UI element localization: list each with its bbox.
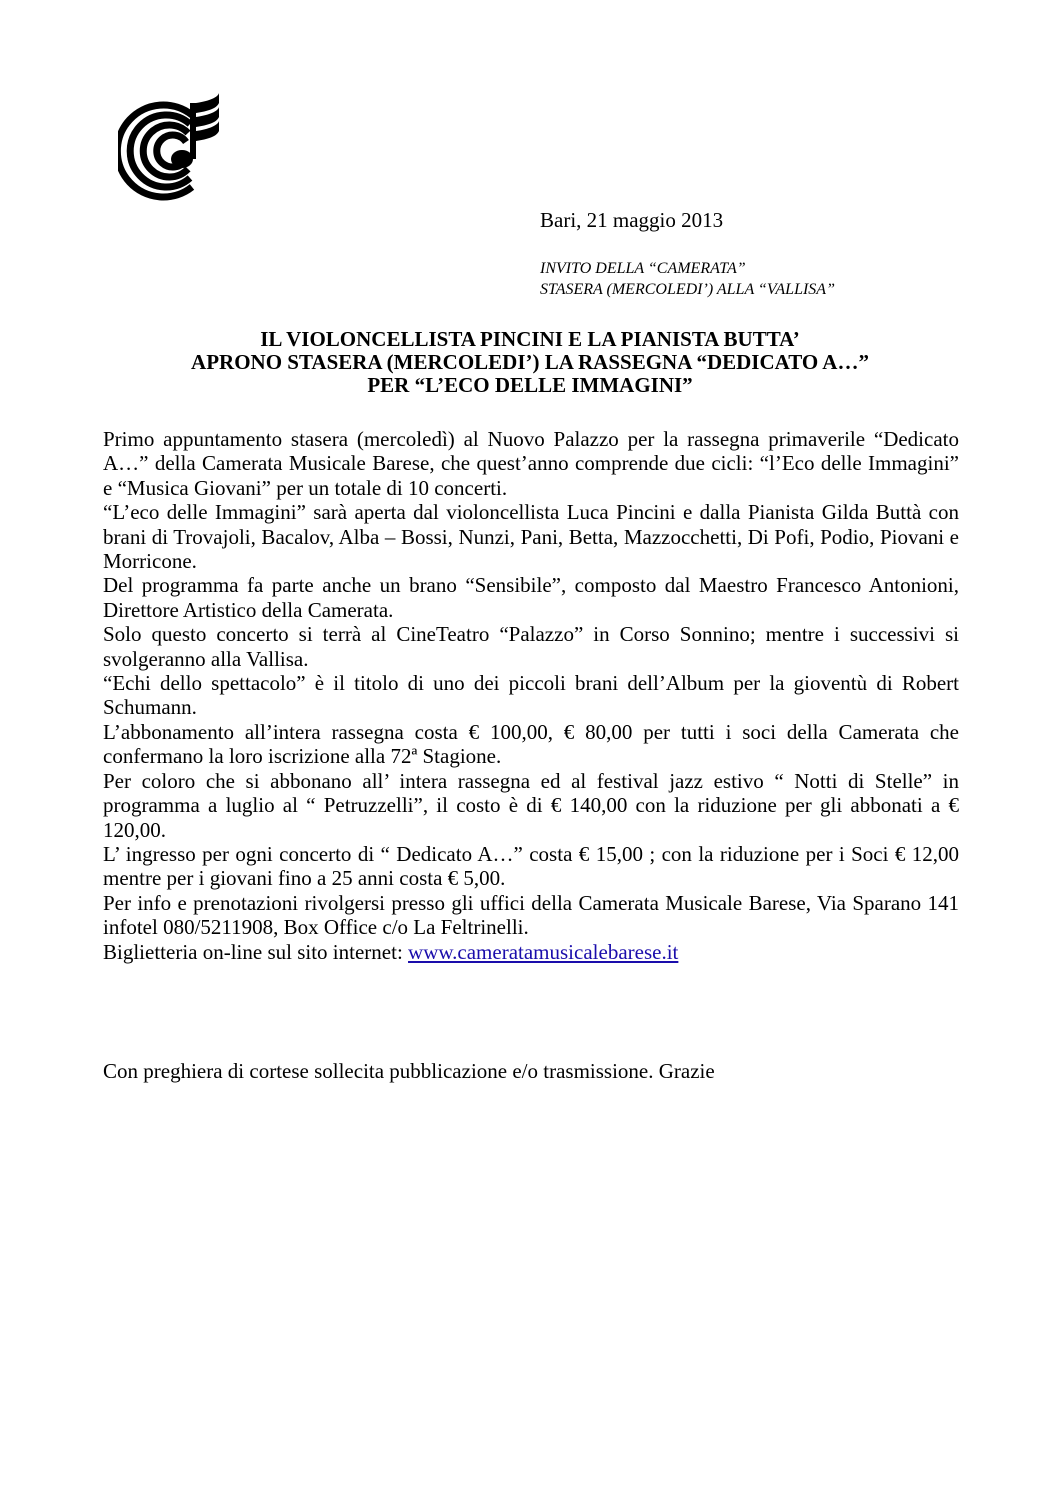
closing-note: Con preghiera di cortese sollecita pubblicazione e/o trasmissione. Grazie [103, 1059, 715, 1083]
body-paragraph: Primo appuntamento stasera (mercoledì) al Nuovo Palazzo per la rassegna primaverile “Dedicato A…” della Camerata Musicale Barese, che quest’anno comprende due cicli: “l’Eco delle Immagini” e “Musica Giovani” per un totale di 10 concerti. [103, 427, 959, 500]
ticketing-label: Biglietteria on-line sul sito internet: [103, 939, 409, 964]
body-paragraph: “Echi dello spettacolo” è il titolo di uno dei piccoli brani dell’Album per la gioventù di Robert Schumann. [103, 671, 959, 720]
body-paragraph: L’abbonamento all’intera rassegna costa € 100,00, € 80,00 per tutti i soci della Camerata che confermano la loro iscrizione alla 72ª Stagione. [103, 719, 959, 769]
body-paragraph: L’ ingresso per ogni concerto di “ Dedicato A…” costa € 15,00 ; con la riduzione per i Soci € 12,00 mentre per i giovani fino a 25 anni costa € 5,00. [103, 841, 959, 891]
invite-line: STASERA (MERCOLEDI’) ALLA “VALLISA” [540, 281, 835, 298]
invite-line: INVITO DELLA “CAMERATA” [540, 260, 746, 277]
title-line: APRONO STASERA (MERCOLEDI’) LA RASSEGNA “DEDICATO A…” [191, 350, 869, 374]
title-line: PER “L’ECO DELLE IMMAGINI” [367, 373, 693, 397]
body-paragraph: Per coloro che si abbonano all’ intera rassegna ed al festival jazz estivo “ Notti di Stelle” in programma a luglio al “ Petruzzelli”, il costo è di € 140,00 con la riduzione per gli abbonati a € 120,00. [103, 768, 959, 842]
ticketing-line [103, 940, 959, 964]
press-release-body [103, 427, 959, 964]
body-paragraph: Per info e prenotazioni rivolgersi presso gli uffici della Camerata Musicale Barese, Via Sparano 141 infotel 080/5211908, Box Office c/o La Feltrinelli. [103, 890, 959, 940]
press-release-title [100, 328, 960, 397]
body-paragraph: Del programma fa parte anche un brano “Sensibile”, composto dal Maestro Francesco Antonioni, Direttore Artistico della Camerata. [103, 573, 959, 622]
website-link[interactable]: www.cameratamusicalebarese.it [408, 939, 679, 964]
body-paragraph: “L’eco delle Immagini” sarà aperta dal violoncellista Luca Pincini e dalla Pianista Gilda Buttà con brani di Trovajoli, Bacalov, Alba – Bossi, Nunzi, Pani, Betta, Mazzocchetti, Di Pofi, Podio, Piovani e Morricone. [103, 500, 959, 574]
camerata-musicale-note-logo-icon [118, 93, 222, 205]
body-paragraph: Solo questo concerto si terrà al CineTeatro “Palazzo” in Corso Sonnino; mentre i successivi si svolgeranno alla Vallisa. [103, 622, 959, 671]
title-line: IL VIOLONCELLISTA PINCINI E LA PIANISTA BUTTA’ [260, 327, 800, 351]
invite-subtitle [540, 258, 835, 300]
letter-date: Bari, 21 maggio 2013 [540, 208, 724, 232]
camerata-logo [118, 93, 222, 205]
